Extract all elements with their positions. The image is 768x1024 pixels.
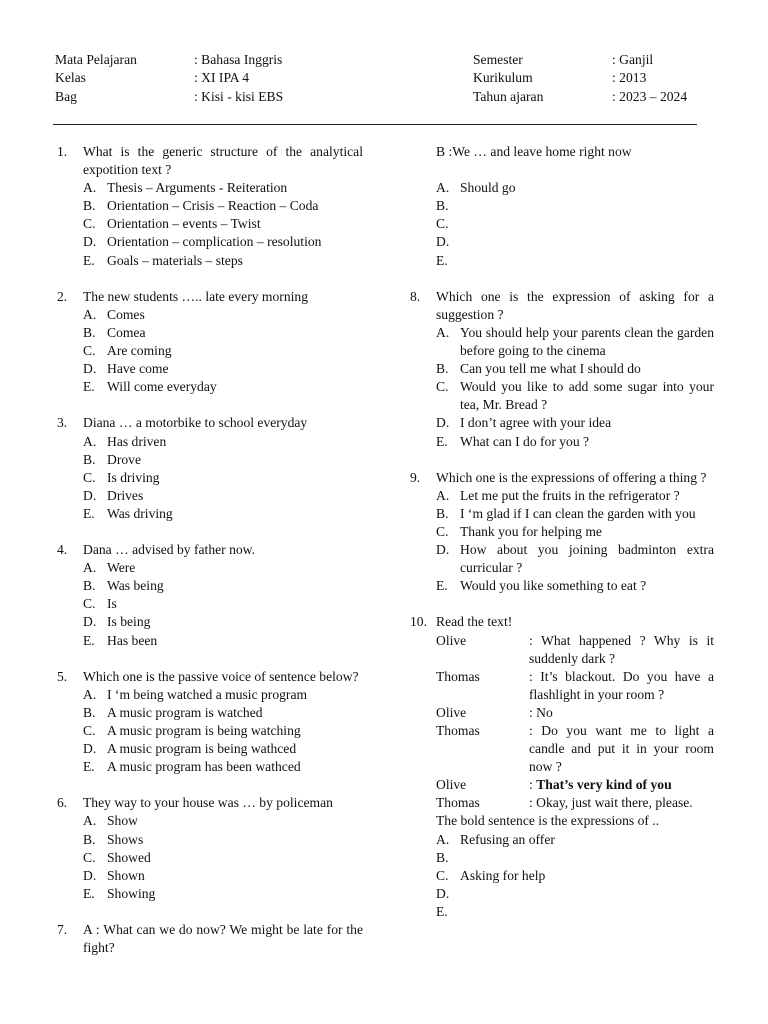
option-a: A. Let me put the fruits in the refrigerator ? <box>436 487 680 503</box>
document-header <box>55 51 705 106</box>
option-e: E. <box>436 252 448 268</box>
option-a: A. Thesis – Arguments - Reiteration <box>83 180 288 196</box>
option-a: A. Were <box>83 560 136 576</box>
option-c: C. Orientation – events – Twist <box>83 216 261 232</box>
option-c: C. Asking for help <box>436 867 546 883</box>
option-b: B. Was being <box>83 578 164 594</box>
option-b: B. Shows <box>83 831 144 847</box>
option-d: D. A music program is being wathced <box>83 741 297 757</box>
option-b: B. I ‘m glad if I can clean the garden with you <box>436 505 696 521</box>
option-b: B. Can you tell me what I should do <box>436 361 641 377</box>
option-a: A. Should go <box>436 180 516 196</box>
option-d: D. How about you joining badminton extra curricular ? <box>436 542 714 576</box>
option-b: B. Orientation – Crisis – Reaction – Coda <box>83 198 319 214</box>
question-4 <box>57 541 363 650</box>
header-row-class <box>55 69 705 87</box>
question-text: Which one is the expression of asking for a suggestion ? <box>436 288 714 322</box>
option-a: A. Has driven <box>83 433 167 449</box>
question-number: 4. <box>57 542 68 558</box>
question-number: 7. <box>57 922 68 938</box>
option-d: D. Have come <box>83 361 169 377</box>
class-value: : XI IPA 4 <box>194 70 250 86</box>
option-e: E. What can I do for you ? <box>436 433 590 449</box>
option-a: A. Refusing an offer <box>436 831 555 847</box>
question-number: 5. <box>57 668 68 684</box>
dialog <box>410 632 714 813</box>
option-d: D. <box>436 234 450 250</box>
option-a: A. Comes <box>83 306 145 322</box>
semester-label: Semester <box>473 52 523 67</box>
question-10 <box>410 613 714 921</box>
option-d: D. I don’t agree with your idea <box>436 415 612 431</box>
question-number: 10. <box>410 614 427 630</box>
dialog-line <box>410 704 714 722</box>
question-7-continued <box>410 143 714 270</box>
option-c: C. Is driving <box>83 469 160 485</box>
option-c: C. Showed <box>83 849 151 865</box>
semester-value: : Ganjil <box>612 52 654 67</box>
question-text: The new students ….. late every morning <box>83 288 308 304</box>
subject-label: Mata Pelajaran <box>55 52 137 67</box>
option-e: E. Will come everyday <box>83 379 217 395</box>
question-3 <box>57 414 363 523</box>
option-d: D. Shown <box>83 867 145 883</box>
option-a: A. Show <box>83 813 138 829</box>
curriculum-label: Kurikulum <box>473 70 533 86</box>
option-b: B. <box>436 198 449 214</box>
header-row-section <box>55 88 705 106</box>
speaker-name: Thomas <box>436 723 480 738</box>
dialog-line <box>410 668 714 704</box>
speaker-line: : What happened ? Why is it suddenly dark ? <box>529 632 714 666</box>
speaker-line: : Do you want me to light a candle and put it in your room now ? <box>529 723 714 775</box>
speaker-name: Thomas <box>436 795 480 811</box>
question-number: 2. <box>57 288 68 304</box>
question-prompt: The bold sentence is the expressions of .. <box>436 813 660 829</box>
dialog-line <box>410 722 714 776</box>
header-row-subject <box>55 51 705 69</box>
class-label: Kelas <box>55 70 86 86</box>
question-number: 8. <box>410 288 421 304</box>
option-e: E. Goals – materials – steps <box>83 252 243 268</box>
question-text: Which one is the passive voice of sentence below? <box>83 668 359 684</box>
section-value: : Kisi - kisi EBS <box>194 88 284 104</box>
speaker-name: Thomas <box>436 668 480 684</box>
question-number: 6. <box>57 795 68 811</box>
option-b: B. Drove <box>83 451 141 467</box>
option-d: D. Orientation – complication – resolution <box>83 234 322 250</box>
academic-year-value: : 2023 – 2024 <box>612 88 688 104</box>
question-9 <box>410 469 714 596</box>
question-2 <box>57 288 363 397</box>
option-d: D. Drives <box>83 487 144 503</box>
section-label: Bag <box>55 88 77 104</box>
question-text: They way to your house was … by policeman <box>83 795 333 811</box>
question-text: Diana … a motorbike to school everyday <box>83 415 308 431</box>
question-7 <box>57 921 363 957</box>
option-d: D. Is being <box>83 614 151 630</box>
question-text: What is the generic structure of the analytical expotition text ? <box>83 144 363 178</box>
option-d: D. <box>436 885 450 901</box>
question-1 <box>57 143 363 270</box>
option-b: B. <box>436 849 449 865</box>
option-e: E. Would you like something to eat ? <box>436 578 647 594</box>
speaker-line <box>529 776 714 794</box>
question-text: Dana … advised by father now. <box>83 542 256 558</box>
question-number: 9. <box>410 469 421 485</box>
academic-year-label: Tahun ajaran <box>473 88 544 104</box>
option-a: A. You should help your parents clean the garden before going to the cinema <box>436 324 714 359</box>
option-e: E. Showing <box>83 885 156 901</box>
bold-sentence: That’s very kind of you <box>536 777 672 793</box>
option-c: C. <box>436 216 449 232</box>
option-c: C. Is <box>83 596 117 612</box>
question-continuation: B :We … and leave home right now <box>436 144 632 159</box>
speaker-name: Olive <box>436 777 467 793</box>
option-a: A. I ‘m being watched a music program <box>83 686 308 702</box>
option-b: B. Comea <box>83 324 146 340</box>
question-text: Read the text! <box>436 614 513 630</box>
speaker-name: Olive <box>436 632 467 648</box>
right-column <box>410 143 714 939</box>
option-e: E. Was driving <box>83 505 173 521</box>
question-5 <box>57 668 363 777</box>
question-text: Which one is the expressions of offering a thing ? <box>436 469 707 485</box>
speaker-line: : It’s blackout. Do you have a flashlight in your room ? <box>529 668 714 702</box>
dialog-line <box>410 776 714 794</box>
option-c: C. Would you like to add some sugar into your tea, Mr. Bread ? <box>436 379 714 413</box>
option-c: C. A music program is being watching <box>83 723 301 738</box>
speaker-line: : Okay, just wait there, please. <box>529 795 693 811</box>
line-colon: : <box>529 777 537 793</box>
option-c: C. Are coming <box>83 343 172 359</box>
question-number: 3. <box>57 415 68 431</box>
option-e: E. A music program has been wathced <box>83 759 301 775</box>
question-6 <box>57 794 363 903</box>
subject-value: : Bahasa Inggris <box>194 52 283 67</box>
question-text: A : What can we do now? We might be late for the fight? <box>83 922 363 956</box>
curriculum-value: : 2013 <box>612 70 647 86</box>
speaker-line: : No <box>529 704 553 720</box>
question-8 <box>410 288 714 451</box>
option-b: B. A music program is watched <box>83 704 263 720</box>
speaker-name: Olive <box>436 704 467 720</box>
header-divider <box>53 124 697 125</box>
dialog-line <box>410 632 714 668</box>
dialog-line <box>410 794 714 812</box>
option-c: C. Thank you for helping me <box>436 523 602 539</box>
left-column <box>57 143 363 975</box>
option-e: E. Has been <box>83 632 158 648</box>
question-number: 1. <box>57 144 68 159</box>
option-e: E. <box>436 903 448 919</box>
